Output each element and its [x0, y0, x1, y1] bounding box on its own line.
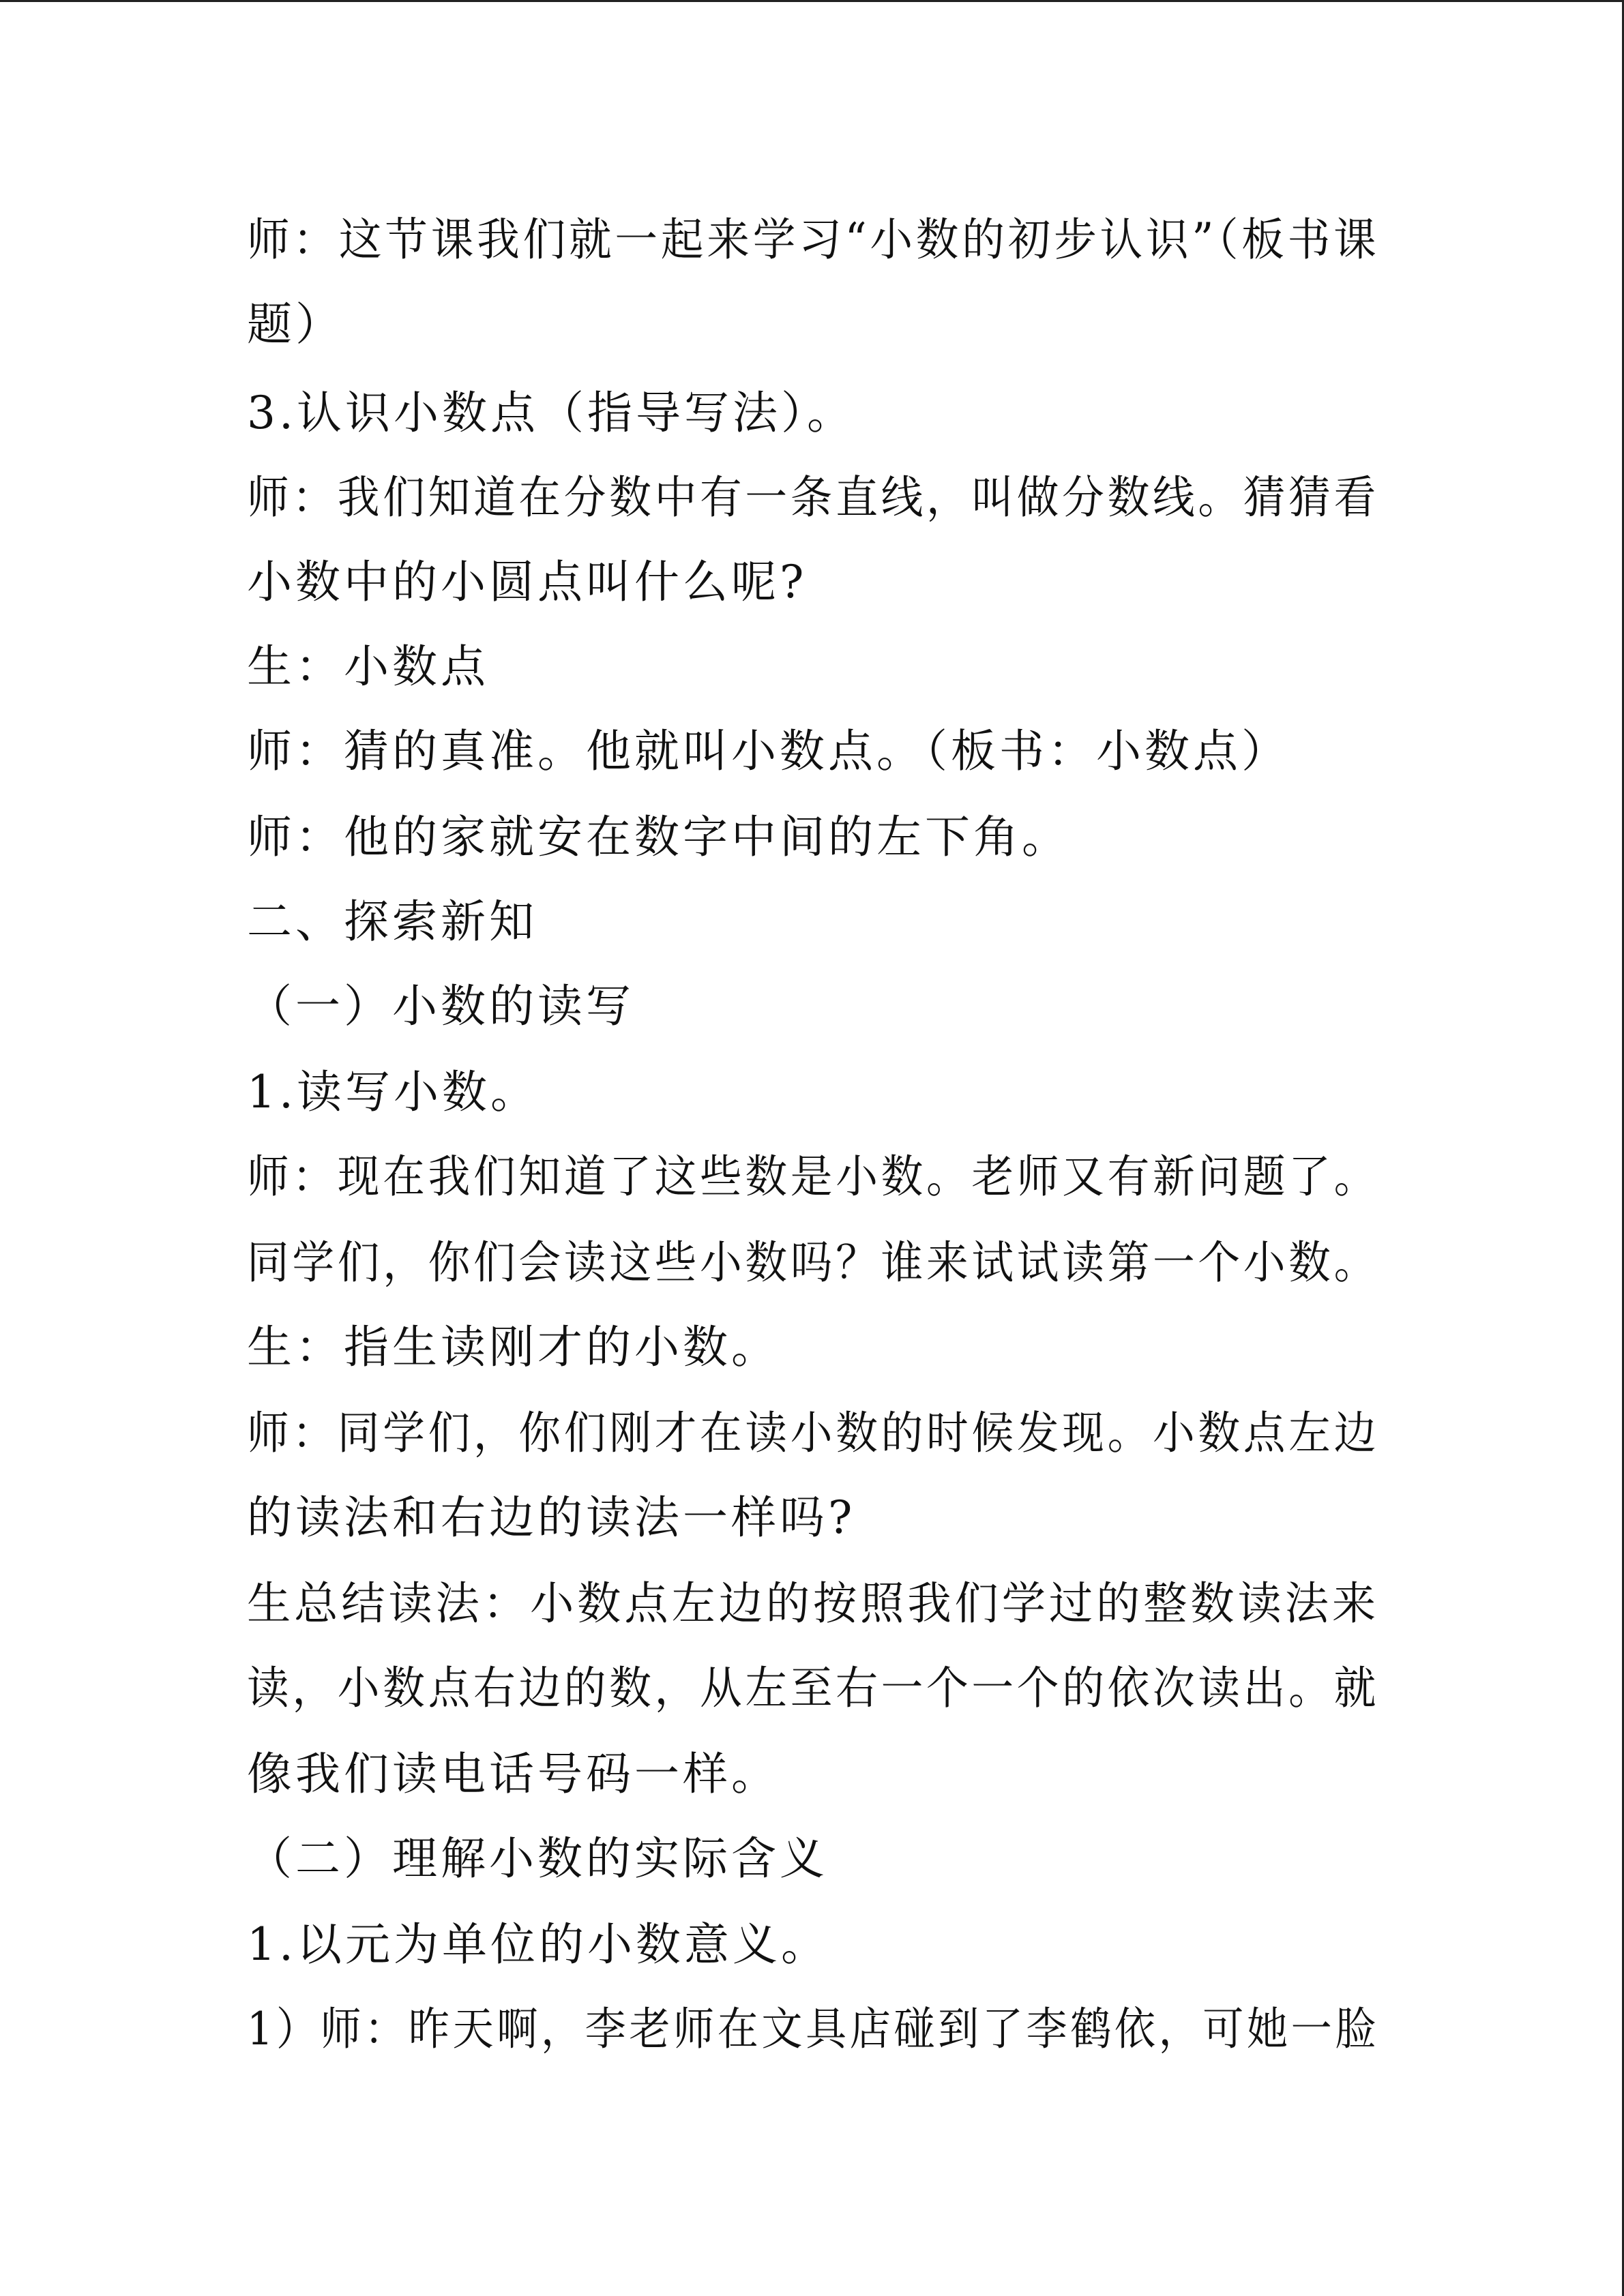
text-line: 小数中的小圆点叫什么呢?: [247, 556, 808, 608]
text-line: 生：小数点: [247, 640, 489, 693]
text-line: 师：同学们，你们刚才在读小数的时候发现。小数点左边: [247, 1407, 1379, 1459]
text-line: 生：指生读刚才的小数。: [247, 1321, 780, 1373]
text-line: 师：这节课我们就一起来学习“小数的初步认识”（板书课: [247, 213, 1380, 266]
text-line: 师：现在我们知道了这些数是小数。老师又有新问题了。: [247, 1150, 1379, 1203]
text-line: 同学们，你们会读这些小数吗？谁来试试读第一个小数。: [247, 1236, 1379, 1289]
subsection-heading: （二）理解小数的实际含义: [247, 1832, 828, 1885]
text-line: 的读法和右边的读法一样吗?: [247, 1491, 856, 1544]
text-line: 3.认识小数点（指导写法）。: [247, 387, 855, 439]
text-line: 师：猜的真准。他就叫小数点。（板书：小数点）: [247, 725, 1290, 777]
text-line: 1）师：昨天啊，李老师在文具店碰到了李鹤依，可她一脸: [247, 2003, 1380, 2055]
text-line: 1.读写小数。: [247, 1066, 539, 1118]
text-line: 题）: [247, 298, 344, 351]
section-heading: 二、探索新知: [247, 895, 537, 948]
text-line: 1.以元为单位的小数意义。: [247, 1918, 829, 1971]
text-line: 师：我们知道在分数中有一条直线，叫做分数线。猜猜看: [247, 471, 1379, 524]
text-line: 读，小数点右边的数，从左至右一个一个的依次读出。就: [247, 1662, 1379, 1714]
text-line: 生总结读法：小数点左边的按照我们学过的整数读法来: [247, 1577, 1380, 1630]
text-line: 像我们读电话号码一样。: [247, 1748, 780, 1800]
text-line: 师：他的家就安在数字中间的左下角。: [247, 811, 1070, 863]
subsection-heading: （一）小数的读写: [247, 980, 634, 1032]
